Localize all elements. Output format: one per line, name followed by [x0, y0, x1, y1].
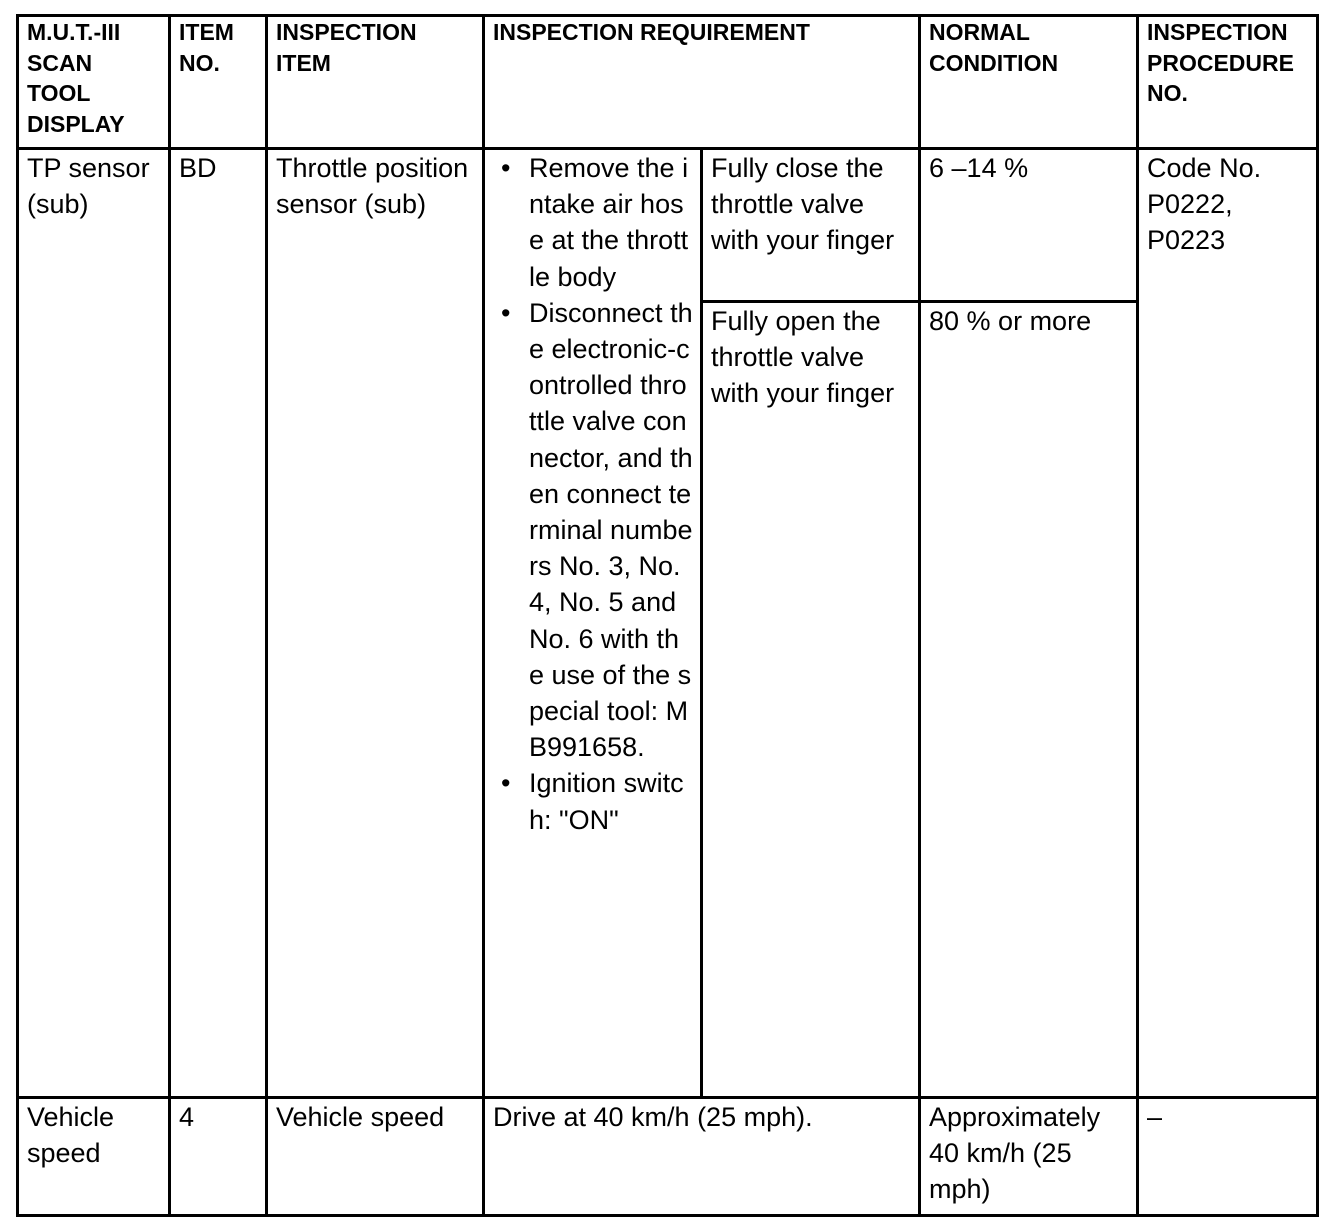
- cell-display: TP sensor (sub): [18, 149, 170, 1098]
- table-row: [18, 149, 1318, 302]
- requirement-list: [489, 150, 694, 838]
- header-item-no: ITEM NO.: [170, 16, 267, 149]
- cell-normal-condition: 80 % or more: [920, 302, 1138, 1098]
- cell-requirement: Drive at 40 km/h (25 mph).: [484, 1098, 920, 1216]
- header-normal-condition: NORMAL CONDITION: [920, 16, 1138, 149]
- cell-inspection-item: Throttle position sensor (sub): [267, 149, 484, 1098]
- list-item: • Ignition switch: "ON": [489, 765, 694, 837]
- list-item: • Disconnect the electronic-controlled throttle valve connector, and then connect terminal numbers No. 3, No. 4, No. 5 and No. 6 with the use of the special tool: MB991658.: [489, 295, 694, 766]
- table-row: [18, 1098, 1318, 1216]
- header-inspection-item: INSPECTION ITEM: [267, 16, 484, 149]
- cell-inspection-item: Vehicle speed: [267, 1098, 484, 1216]
- cell-display: Vehicle speed: [18, 1098, 170, 1216]
- cell-item-no: BD: [170, 149, 267, 1098]
- list-item: • Remove the intake air hose at the throttle body: [489, 150, 694, 295]
- header-row: [18, 16, 1318, 149]
- cell-item-no: 4: [170, 1098, 267, 1216]
- cell-normal-condition: 6 –14 %: [920, 149, 1138, 302]
- header-display: M.U.T.-III SCAN TOOL DISPLAY: [18, 16, 170, 149]
- cell-normal-condition: Approximately 40 km/h (25 mph): [920, 1098, 1138, 1216]
- cell-requirement-steps: [484, 149, 702, 1098]
- cell-procedure-no: Code No. P0222, P0223: [1138, 149, 1318, 1098]
- header-procedure-no: INSPECTION PROCEDURE NO.: [1138, 16, 1318, 149]
- cell-condition-action: Fully close the throttle valve with your finger: [702, 149, 920, 302]
- header-inspection-requirement: INSPECTION REQUIREMENT: [484, 16, 920, 149]
- cell-procedure-no: –: [1138, 1098, 1318, 1216]
- cell-condition-action: Fully open the throttle valve with your finger: [702, 302, 920, 1098]
- inspection-table: [16, 14, 1319, 1217]
